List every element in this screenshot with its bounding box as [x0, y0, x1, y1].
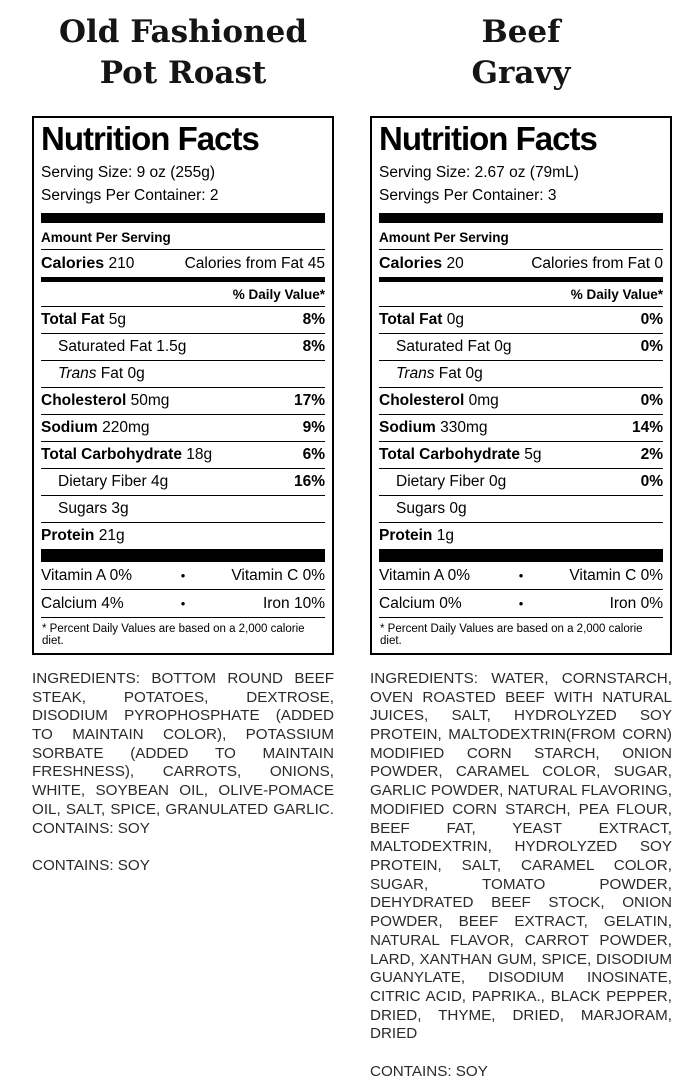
nutrient-row-cholesterol	[379, 387, 663, 414]
nutrient-name: Dietary Fiber 4g	[58, 472, 169, 490]
ingredients-text: INGREDIENTS: WATER, CORNSTARCH, OVEN ROASTED BEEF WITH NATURAL JUICES, SALT, HYDROLYZED SOY PROTEIN, MALTODEXTRIN(FROM CORN) MODIFIED CORN STARCH, ONION POWDER, CARAMEL COLOR, SUGAR, GARLIC POWDER, NATURAL FLAVORING, MODIFIED CORN STARCH, PEA FLOUR, BEEF FAT, YEAST EXTRACT, MALTODEXTRIN, HYDROLYZED SOY PROTEIN, SALT, CARAMEL COLOR, SUGAR, TOMATO POWDER, DEHYDRATED BEEF STOCK, ONION POWDER, BEEF EXTRACT, GELATIN, NATURAL FLAVOR, CARROT POWDER, LARD, XANTHAN GUM, SPICE, DISODIUM GUANYLATE, DISODIUM INOSINATE, CITRIC ACID, PAPRIKA., BLACK PEPPER, DRIED, THYME, DRIED, MARJORAM, DRIED	[370, 669, 672, 1043]
nutrient-dv: 0%	[640, 472, 663, 490]
minerals-row	[41, 589, 325, 617]
product-title	[370, 12, 672, 104]
calories-value: Calories 210	[41, 254, 135, 272]
nutrient-name: Cholesterol 0mg	[379, 391, 499, 409]
nutrient-row-trans-fat	[41, 360, 325, 387]
nutrient-row-saturated-fat	[41, 333, 325, 360]
thick-divider	[379, 549, 663, 562]
iron: Iron 10%	[262, 594, 325, 612]
vitamin-c: Vitamin C 0%	[231, 566, 325, 584]
calories-value: Calories 20	[379, 254, 464, 272]
nutrient-dv: 0%	[640, 391, 663, 409]
vitamin-c: Vitamin C 0%	[569, 566, 663, 584]
nutrient-name: Trans Fat 0g	[58, 364, 145, 382]
vitamin-a: Vitamin A 0%	[41, 566, 133, 584]
nutrient-name: Dietary Fiber 0g	[396, 472, 507, 490]
contains-text: CONTAINS: SOY	[370, 1063, 488, 1081]
nutrient-dv: 8%	[302, 310, 325, 328]
nutrient-name: Total Fat 0g	[379, 310, 464, 328]
contains-text: CONTAINS: SOY	[32, 857, 150, 875]
nutrient-name: Saturated Fat 1.5g	[58, 337, 187, 355]
nutrient-name: Sugars 3g	[58, 499, 129, 517]
nutrient-name: Sodium 220mg	[41, 418, 150, 436]
calories-from-fat: Calories from Fat 45	[184, 254, 325, 272]
nutrient-row-sugars	[41, 495, 325, 522]
bullet-separator: •	[180, 595, 186, 611]
servings-per-container: Servings Per Container: 2	[41, 186, 219, 204]
nutrition-facts-heading: Nutrition Facts	[41, 120, 259, 157]
bullet-separator: •	[518, 567, 524, 583]
nutrition-facts-panel	[32, 116, 334, 655]
ingredients-text: INGREDIENTS: BOTTOM ROUND BEEF STEAK, POTATOES, DEXTROSE, DISODIUM PYROPHOSPHATE (ADDED TO MAINTAIN COLOR), POTASSIUM SORBATE (ADDED TO MAINTAIN FRESHNESS), CARROTS, ONIONS, WHITE, SOYBEAN OIL, OLIVE-POMACE OIL, SALT, SPICE, GRANULATED GARLIC. CONTAINS: SOY	[32, 669, 334, 837]
product-column-pot-roast	[32, 6, 334, 1082]
nutrient-row-sodium	[41, 414, 325, 441]
nutrient-dv: 0%	[640, 337, 663, 355]
bullet-separator: •	[180, 567, 186, 583]
nutrient-name: Total Carbohydrate 5g	[379, 445, 542, 463]
calories-row	[379, 250, 663, 277]
nutrient-row-dietary-fiber	[41, 468, 325, 495]
servings-per-container: Servings Per Container: 3	[379, 186, 557, 204]
nutrient-name: Cholesterol 50mg	[41, 391, 170, 409]
nutrition-facts-heading: Nutrition Facts	[379, 120, 597, 157]
product-column-beef-gravy	[370, 6, 672, 1082]
nutrient-dv: 16%	[293, 472, 325, 490]
serving-size: Serving Size: 2.67 oz (79mL)	[379, 163, 579, 181]
minerals-row	[379, 589, 663, 617]
nutrient-dv: 14%	[631, 418, 663, 436]
nutrient-dv: 2%	[640, 445, 663, 463]
nutrient-dv: 8%	[302, 337, 325, 355]
nutrient-dv: 17%	[293, 391, 325, 409]
iron: Iron 0%	[609, 594, 663, 612]
product-title-line1: Old Fashioned	[58, 14, 308, 50]
calories-from-fat: Calories from Fat 0	[531, 254, 663, 272]
nutrient-row-total-carbohydrate	[41, 441, 325, 468]
product-title-line2: Gravy	[471, 54, 571, 91]
serving-size: Serving Size: 9 oz (255g)	[41, 163, 216, 181]
nutrient-row-dietary-fiber	[379, 468, 663, 495]
nutrient-name: Sugars 0g	[396, 499, 467, 517]
amount-per-serving: Amount Per Serving	[379, 223, 663, 250]
thick-divider	[379, 213, 663, 223]
nutrient-dv: 6%	[302, 445, 325, 463]
nutrient-row-saturated-fat	[379, 333, 663, 360]
amount-per-serving: Amount Per Serving	[41, 223, 325, 250]
nutrient-name: Protein 1g	[379, 526, 454, 544]
nutrient-name: Protein 21g	[41, 526, 125, 544]
nutrient-row-sodium	[379, 414, 663, 441]
product-title-line2: Pot Roast	[99, 54, 267, 91]
nutrient-row-total-carbohydrate	[379, 441, 663, 468]
calories-row	[41, 250, 325, 277]
vitamins-row	[41, 562, 325, 589]
footnote: * Percent Daily Values are based on a 2,000 calorie diet.	[41, 617, 325, 653]
calcium: Calcium 0%	[379, 594, 462, 612]
daily-value-header: % Daily Value*	[570, 286, 663, 302]
bullet-separator: •	[518, 595, 524, 611]
nutrition-facts-panel	[370, 116, 672, 655]
nutrient-row-cholesterol	[41, 387, 325, 414]
nutrient-row-protein	[41, 522, 325, 549]
thick-divider	[41, 549, 325, 562]
nutrient-row-total-fat	[41, 306, 325, 333]
vitamins-row	[379, 562, 663, 589]
vitamin-a: Vitamin A 0%	[379, 566, 471, 584]
thick-divider	[41, 213, 325, 223]
nutrient-name: Total Carbohydrate 18g	[41, 445, 213, 463]
nutrient-row-total-fat	[379, 306, 663, 333]
nutrient-name: Saturated Fat 0g	[396, 337, 512, 355]
nutrient-row-protein	[379, 522, 663, 549]
nutrient-name: Sodium 330mg	[379, 418, 488, 436]
nutrient-row-sugars	[379, 495, 663, 522]
product-title-line1: Beef	[481, 14, 561, 50]
nutrient-dv: 9%	[302, 418, 325, 436]
nutrient-row-trans-fat	[379, 360, 663, 387]
product-title	[32, 12, 334, 104]
daily-value-header: % Daily Value*	[232, 286, 325, 302]
nutrient-name: Trans Fat 0g	[396, 364, 483, 382]
calcium: Calcium 4%	[41, 594, 124, 612]
footnote: * Percent Daily Values are based on a 2,000 calorie diet.	[379, 617, 663, 653]
nutrient-name: Total Fat 5g	[41, 310, 126, 328]
nutrient-dv: 0%	[640, 310, 663, 328]
